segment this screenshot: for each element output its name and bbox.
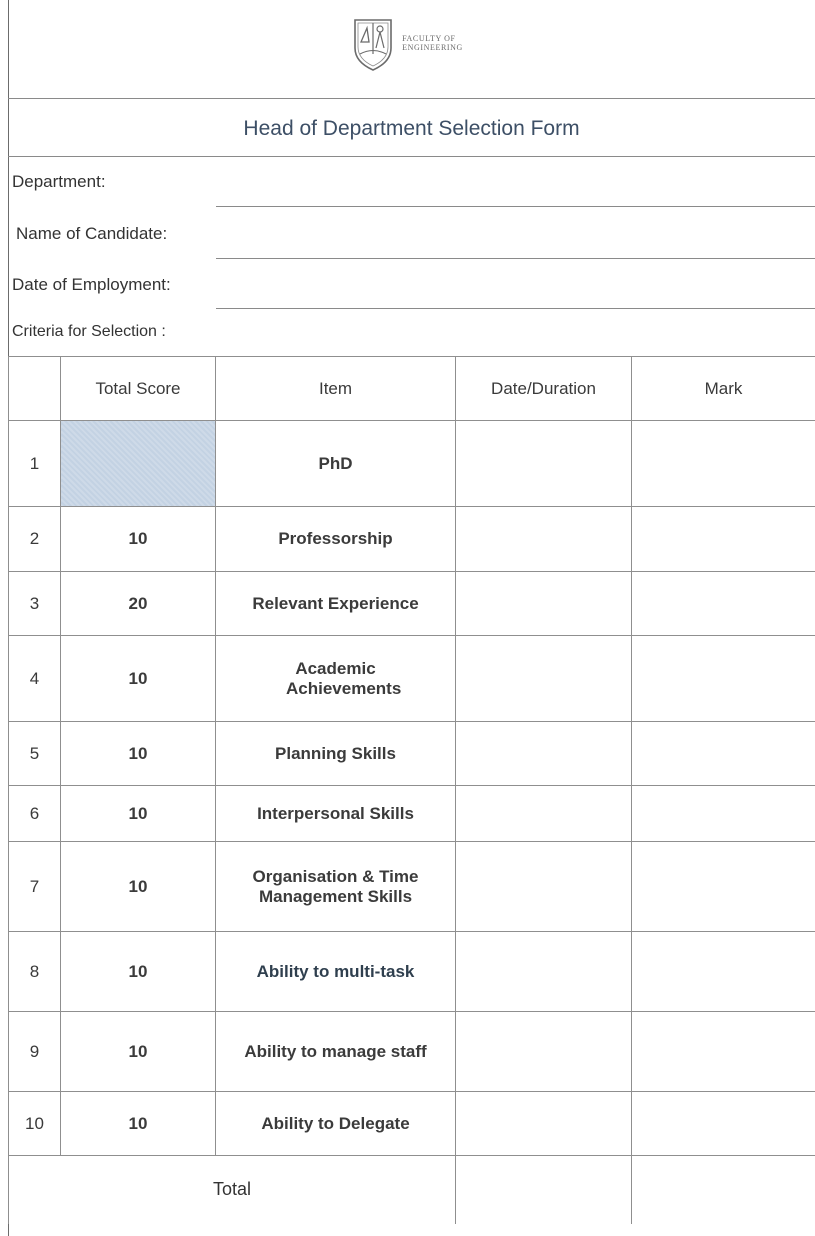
row-number: 7 xyxy=(9,842,61,932)
row-item: Organisation & Time Management Skills xyxy=(216,842,456,932)
row-score: 20 xyxy=(61,572,216,636)
header-item: Item xyxy=(216,357,456,421)
row-mark-cell[interactable] xyxy=(632,722,815,786)
table-row xyxy=(9,421,815,507)
row-score: 10 xyxy=(61,722,216,786)
row-item: Planning Skills xyxy=(216,722,456,786)
table-row xyxy=(9,507,815,572)
row-mark-cell[interactable] xyxy=(632,507,815,572)
department-field[interactable] xyxy=(216,206,815,207)
row-number: 5 xyxy=(9,722,61,786)
row-mark-cell[interactable] xyxy=(632,572,815,636)
row-date-cell[interactable] xyxy=(456,1092,632,1156)
row-date-cell[interactable] xyxy=(456,421,632,507)
header-number xyxy=(9,357,61,421)
total-label: Total xyxy=(9,1156,456,1224)
row-number: 9 xyxy=(9,1012,61,1092)
row-item: Ability to Delegate xyxy=(216,1092,456,1156)
criteria-table xyxy=(8,356,815,1224)
date-of-employment-label: Date of Employment: xyxy=(12,275,171,294)
row-item: Relevant Experience xyxy=(216,572,456,636)
total-mark-cell[interactable] xyxy=(632,1156,815,1224)
row-mark-cell[interactable] xyxy=(632,842,815,932)
row-mark-cell[interactable] xyxy=(632,421,815,507)
row-date-cell[interactable] xyxy=(456,1012,632,1092)
row-date-cell[interactable] xyxy=(456,572,632,636)
row-number: 4 xyxy=(9,636,61,722)
row-item: Interpersonal Skills xyxy=(216,786,456,842)
row-number: 6 xyxy=(9,786,61,842)
row-number: 2 xyxy=(9,507,61,572)
row-mark-cell[interactable] xyxy=(632,786,815,842)
table-row xyxy=(9,572,815,636)
row-number: 1 xyxy=(9,421,61,507)
date-of-employment-field[interactable] xyxy=(216,308,815,309)
row-item: Professorship xyxy=(216,507,456,572)
header-total-score: Total Score xyxy=(61,357,216,421)
logo-text-line1: FACULTY OF xyxy=(402,34,456,43)
divider xyxy=(8,156,815,157)
row-number: 10 xyxy=(9,1092,61,1156)
table-header-row xyxy=(9,357,815,421)
row-score: 10 xyxy=(61,1092,216,1156)
header-logo xyxy=(0,14,815,72)
table-row xyxy=(9,1012,815,1092)
total-date-cell[interactable] xyxy=(456,1156,632,1224)
row-mark-cell[interactable] xyxy=(632,1092,815,1156)
row-date-cell[interactable] xyxy=(456,842,632,932)
row-score xyxy=(61,421,216,507)
row-date-cell[interactable] xyxy=(456,786,632,842)
row-score: 10 xyxy=(61,636,216,722)
table-row xyxy=(9,842,815,932)
row-item: Ability to multi-task xyxy=(216,932,456,1012)
row-mark-cell[interactable] xyxy=(632,636,815,722)
table-row xyxy=(9,1092,815,1156)
row-mark-cell[interactable] xyxy=(632,932,815,1012)
divider xyxy=(8,98,815,99)
row-score: 10 xyxy=(61,786,216,842)
row-mark-cell[interactable] xyxy=(632,1012,815,1092)
row-item: Academic Achievements xyxy=(216,636,456,722)
row-date-cell[interactable] xyxy=(456,932,632,1012)
row-score: 10 xyxy=(61,1012,216,1092)
table-row xyxy=(9,786,815,842)
table-row xyxy=(9,636,815,722)
faculty-of-engineering-crest-icon xyxy=(352,14,394,72)
form-title: Head of Department Selection Form xyxy=(243,117,580,140)
row-date-cell[interactable] xyxy=(456,722,632,786)
row-date-cell[interactable] xyxy=(456,507,632,572)
header-date-duration: Date/Duration xyxy=(456,357,632,421)
table-row xyxy=(9,722,815,786)
row-number: 8 xyxy=(9,932,61,1012)
total-row xyxy=(9,1156,815,1224)
table-row xyxy=(9,932,815,1012)
candidate-name-field[interactable] xyxy=(216,258,815,259)
row-score: 10 xyxy=(61,842,216,932)
criteria-heading: Criteria for Selection : xyxy=(12,323,166,340)
row-number: 3 xyxy=(9,572,61,636)
row-score: 10 xyxy=(61,932,216,1012)
logo-text-line2: ENGINEERING xyxy=(402,43,463,52)
row-item: PhD xyxy=(216,421,456,507)
candidate-name-label: Name of Candidate: xyxy=(16,224,168,243)
row-date-cell[interactable] xyxy=(456,636,632,722)
row-item: Ability to manage staff xyxy=(216,1012,456,1092)
department-label: Department: xyxy=(12,172,106,191)
header-mark: Mark xyxy=(632,357,815,421)
row-score: 10 xyxy=(61,507,216,572)
